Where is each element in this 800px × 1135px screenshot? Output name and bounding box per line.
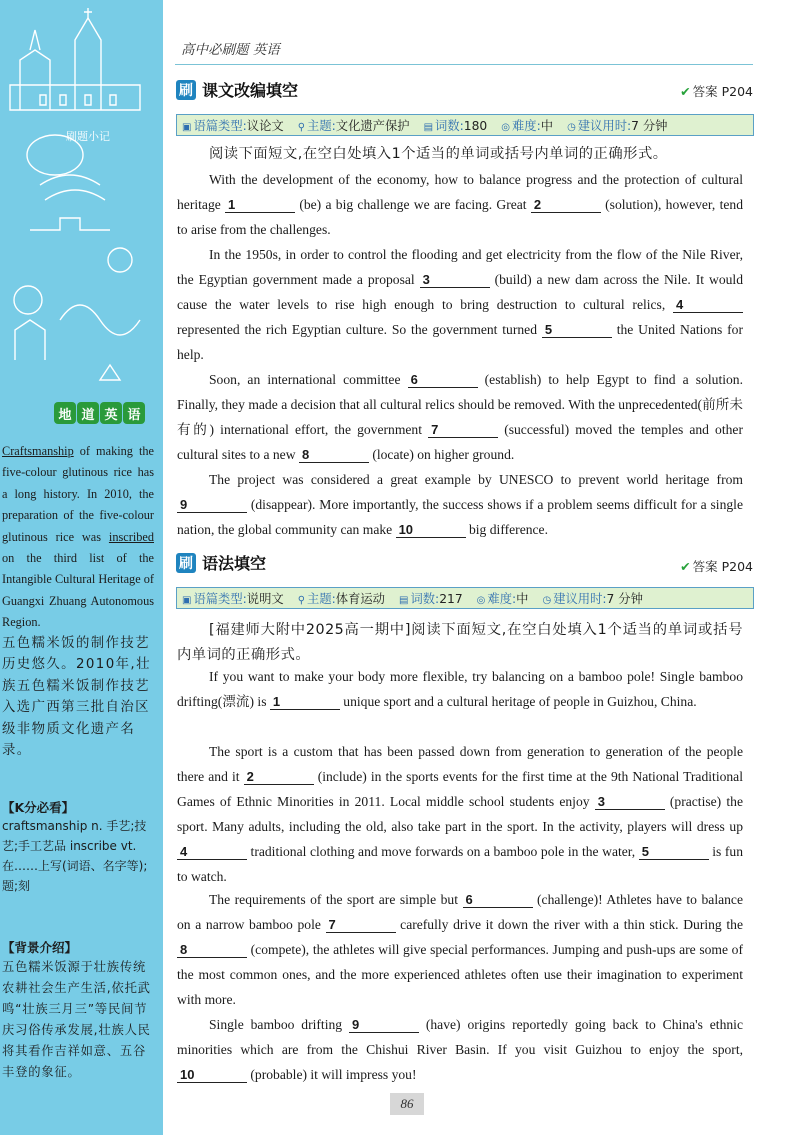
badge-char: 道 bbox=[77, 402, 99, 424]
kfen-text: craftsmanship n. 手艺;技艺;手工艺品 inscribe vt. 在……上写(词语、名字等);题;刻 bbox=[2, 819, 148, 893]
sidebar-chinese-text: 五色糯米饭的制作技艺历史悠久。2010年,壮族五色糯米饭制作技艺入选广西第三批自治区级非物质文化遗产名录。 bbox=[2, 636, 151, 759]
section1-title: 刷 课文改编填空 bbox=[176, 78, 298, 101]
section2-paragraph: The sport is a custom that has been passed down from generation to generation of the people there and it 2 (include) in the sports events for the first time at the 9th National Traditional Games of Ethnic Minorities in 2011. Local middle school students enjoy 3 (practise) the sport. Many adults, including the old, also take part in the sport. In the activity, players will dress up 4 traditional clothing and move forwards on a bamboo pole in the water, 5 is fun to watch. bbox=[177, 744, 743, 884]
clock-icon: ◷ bbox=[542, 595, 552, 606]
blank[interactable]: 6 bbox=[408, 373, 478, 388]
brush-icon: 刷 bbox=[176, 553, 196, 573]
blank[interactable]: 5 bbox=[639, 845, 709, 860]
blank[interactable]: 8 bbox=[177, 943, 247, 958]
page-number: 86 bbox=[390, 1093, 424, 1115]
background-title: 【背景介绍】 bbox=[2, 940, 78, 955]
section2-paragraph: If you want to make your body more flexible, try balancing on a bamboo pole! Single bamboo drifting(漂流) is 1 unique sport and a cultural heritage of people in Guizhou, China. bbox=[177, 669, 743, 709]
blank[interactable]: 7 bbox=[428, 423, 498, 438]
kfen-title: 【K分必看】 bbox=[2, 800, 75, 815]
book-icon: ▣ bbox=[182, 595, 192, 606]
blank[interactable]: 5 bbox=[542, 323, 612, 338]
blank[interactable]: 7 bbox=[326, 918, 396, 933]
book-icon: ▣ bbox=[182, 122, 192, 133]
blank[interactable]: 8 bbox=[299, 448, 369, 463]
blank[interactable]: 9 bbox=[177, 498, 247, 513]
blank[interactable]: 6 bbox=[463, 893, 533, 908]
blank[interactable]: 9 bbox=[349, 1018, 419, 1033]
section1-paragraph: The project was considered a great example by UNESCO to prevent world heritage from 9 (disappear). More importantly, the success shows if a problem seems difficult for a single nation, the global community can make 10 big difference. bbox=[177, 472, 743, 537]
section2-instruction: [福建师大附中2025高一期中]阅读下面短文,在空白处填入1个适当的单词或括号内单词的正确形式。 bbox=[177, 622, 743, 663]
difficulty-icon: ◎ bbox=[476, 595, 486, 606]
blank[interactable]: 2 bbox=[244, 770, 314, 785]
difficulty-icon: ◎ bbox=[501, 122, 510, 133]
section2-paragraph: The requirements of the sport are simple but 6 (challenge)! Athletes have to balance on a narrow bamboo pole 7 carefully drive it down the river with a thin stick. During the 8 (compete), the athletes will give special performances. Jumping and push-ups are some of the most common ones, and the more experienced athletes often use their imagination to experiment with more. bbox=[177, 892, 743, 1007]
check-icon: ✔ bbox=[680, 84, 691, 99]
sidebar bbox=[0, 0, 163, 1135]
sidebar-english-text: Craftsmanship of making the five-colour glutinous rice has a long history. In 2010, the preparation of the five-colour glutinous rice was inscribed on the third list of the Intangible Cultural Heritage of Guangxi Zhuang Autonomous Region. bbox=[2, 444, 154, 630]
art-caption: 刷题小记 bbox=[66, 130, 110, 143]
chart-icon: ▤ bbox=[398, 595, 409, 606]
blank[interactable]: 1 bbox=[225, 198, 295, 213]
section2-paragraph: Single bamboo drifting 9 (have) origins reportedly going back to China's ethnic minorities which are from the Chishui River Basin. If you visit Guizhou to enjoy the sport, 10 (probable) it will impress you! bbox=[177, 1017, 743, 1082]
blank[interactable]: 4 bbox=[673, 298, 743, 313]
section1-instruction: 阅读下面短文,在空白处填入1个适当的单词或括号内单词的正确形式。 bbox=[209, 146, 668, 162]
search-icon: ⚲ bbox=[297, 122, 306, 133]
section1-paragraph: Soon, an international committee 6 (establish) to help Egypt to find a solution. Finally, they made a decision that all cultural relics should be removed. With the unprecedented(前所未有的) international effort, the government 7 (successful) moved the temples and other cultural sites to a new 8 (locate) on higher ground. bbox=[177, 372, 743, 462]
background-text: 五色糯米饭源于壮族传统农耕社会生产生活,依托武鸣“壮族三月三”等民间节庆习俗传承发展,壮族人民将其看作吉祥如意、五谷丰登的象征。 bbox=[2, 960, 151, 1079]
local-english-badge bbox=[54, 402, 145, 424]
section2-answer-ref: ✔ 答案 P204 bbox=[680, 559, 753, 574]
blank[interactable]: 2 bbox=[531, 198, 601, 213]
header-divider bbox=[175, 64, 753, 65]
blank[interactable]: 3 bbox=[595, 795, 665, 810]
badge-char: 语 bbox=[123, 402, 145, 424]
blank[interactable]: 4 bbox=[177, 845, 247, 860]
section2-title: 刷 语法填空 bbox=[176, 551, 266, 574]
badge-char: 地 bbox=[54, 402, 76, 424]
section1-paragraph: In the 1950s, in order to control the flooding and get electricity from the flow of the Nile River, the Egyptian government made a proposal 3 (build) a new dam across the Nile. It would cause the water levels to rise high enough to bring destruction to cultural relics, 4 represented the rich Egyptian culture. So the government turned 5 the United Nations for help. bbox=[177, 247, 743, 362]
book-header: 高中必刷题 英语 bbox=[181, 42, 280, 58]
blank[interactable]: 10 bbox=[177, 1068, 247, 1083]
section1-answer-ref: ✔ 答案 P204 bbox=[680, 84, 753, 99]
badge-char: 英 bbox=[100, 402, 122, 424]
search-icon: ⚲ bbox=[297, 595, 306, 606]
blank[interactable]: 3 bbox=[420, 273, 490, 288]
clock-icon: ◷ bbox=[567, 122, 576, 133]
check-icon: ✔ bbox=[680, 559, 691, 574]
blank[interactable]: 1 bbox=[270, 695, 340, 710]
section1-paragraph: With the development of the economy, how to balance progress and the protection of cultural heritage 1 (be) a big challenge we are facing. Great 2 (solution), however, tend to arise from the challenges. bbox=[177, 172, 743, 237]
brush-icon: 刷 bbox=[176, 80, 196, 100]
castle-illustration bbox=[0, 0, 163, 425]
blank[interactable]: 10 bbox=[396, 523, 466, 538]
chart-icon: ▤ bbox=[423, 122, 434, 133]
section2-info-bar: ▣ 语篇类型:说明文 ⚲ 主题:体育运动 ▤ 词数:217 ◎ 难度:中 ◷ 建议用时:7 分钟 bbox=[176, 587, 754, 609]
section1-info-bar: ▣ 语篇类型:议论文 ⚲ 主题:文化遗产保护 ▤ 词数:180 ◎ 难度:中 ◷ 建议用时:7 分钟 bbox=[176, 114, 754, 136]
